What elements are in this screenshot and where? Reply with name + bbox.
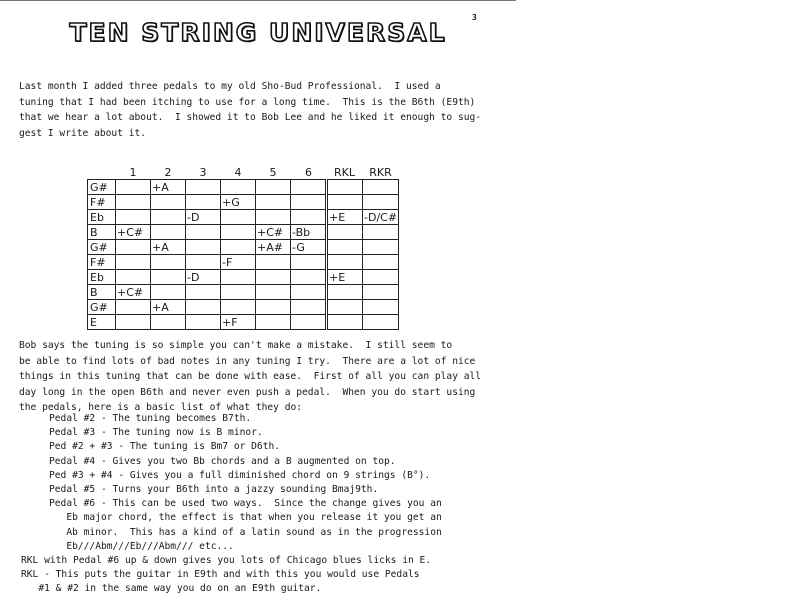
chart-cell: +E bbox=[327, 210, 363, 225]
chart-cell bbox=[186, 225, 221, 240]
chart-cell: -D bbox=[186, 210, 221, 225]
string-note: G# bbox=[88, 300, 116, 315]
chart-row bbox=[88, 315, 399, 330]
chart-cell bbox=[221, 270, 256, 285]
chart-cell bbox=[186, 180, 221, 195]
list-item: #1 & #2 in the same way you do on an E9th guitar. bbox=[21, 583, 322, 595]
chart-cell: -D bbox=[186, 270, 221, 285]
chart-cell bbox=[221, 225, 256, 240]
chart-row bbox=[88, 300, 399, 315]
chart-cell bbox=[221, 180, 256, 195]
list-item: Pedal #3 - The tuning now is B minor. bbox=[49, 427, 263, 439]
chart-cell bbox=[327, 180, 363, 195]
page-title: TEN STRING UNIVERSAL bbox=[69, 18, 447, 47]
chart-cell bbox=[221, 285, 256, 300]
chart-col-header: 4 bbox=[234, 165, 242, 179]
chart-cell bbox=[256, 285, 291, 300]
chart-cell: -F bbox=[221, 255, 256, 270]
chart-cell bbox=[116, 255, 151, 270]
chart-row bbox=[88, 285, 399, 300]
chart-cell: +G bbox=[221, 195, 256, 210]
string-note: G# bbox=[88, 240, 116, 255]
chart-cell bbox=[116, 315, 151, 330]
chart-cell bbox=[186, 300, 221, 315]
chart-cell bbox=[363, 300, 399, 315]
chart-cell: +A bbox=[151, 240, 186, 255]
chart-row bbox=[88, 210, 399, 225]
chart-cell: +C# bbox=[256, 225, 291, 240]
chart-body bbox=[88, 180, 399, 330]
chart-cell: +E bbox=[327, 270, 363, 285]
string-note: B bbox=[88, 285, 116, 300]
chart-cell bbox=[151, 315, 186, 330]
chart-cell bbox=[186, 285, 221, 300]
chart-cell bbox=[186, 315, 221, 330]
chart-cell bbox=[151, 210, 186, 225]
chart-cell bbox=[256, 300, 291, 315]
string-note: G# bbox=[88, 180, 116, 195]
chart-cell bbox=[291, 270, 327, 285]
chart-row bbox=[88, 270, 399, 285]
chart-cell bbox=[256, 195, 291, 210]
chart-row bbox=[88, 225, 399, 240]
chart-cell bbox=[116, 180, 151, 195]
chart-cell bbox=[116, 300, 151, 315]
chart-cell bbox=[327, 240, 363, 255]
chart-cell bbox=[256, 210, 291, 225]
chart-cell bbox=[291, 285, 327, 300]
list-item: RKL - This puts the guitar in E9th and with this you would use Pedals bbox=[21, 569, 420, 581]
list-item: Ped #2 + #3 - The tuning is Bm7 or D6th. bbox=[49, 441, 281, 453]
chart-cell bbox=[186, 240, 221, 255]
chart-cell bbox=[221, 300, 256, 315]
chart-cell bbox=[291, 300, 327, 315]
chart-col-header: RKR bbox=[369, 165, 392, 179]
chart-cell bbox=[327, 195, 363, 210]
chart-cell bbox=[291, 180, 327, 195]
chart-cell bbox=[186, 255, 221, 270]
chart-row bbox=[88, 195, 399, 210]
list-item: Ab minor. This has a kind of a latin sound as in the progression bbox=[49, 526, 442, 538]
list-item: Pedal #5 - Turns your B6th into a jazzy sounding Bmaj9th. bbox=[49, 483, 379, 495]
blank-area bbox=[516, 0, 800, 600]
chart-cell bbox=[116, 270, 151, 285]
chart-cell bbox=[116, 210, 151, 225]
chart-row bbox=[88, 240, 399, 255]
list-item: Pedal #2 - The tuning becomes B7th. bbox=[49, 413, 252, 424]
chart-cell bbox=[151, 225, 186, 240]
chart-cell bbox=[256, 270, 291, 285]
chart-cell: +C# bbox=[116, 285, 151, 300]
chart-cell bbox=[186, 195, 221, 210]
chart-cell bbox=[327, 225, 363, 240]
chart-cell: +A# bbox=[256, 240, 291, 255]
chart-cell bbox=[291, 315, 327, 330]
chart-cell: +A bbox=[151, 180, 186, 195]
chart-cell bbox=[256, 255, 291, 270]
chart-cell bbox=[151, 270, 186, 285]
list-item: RKL with Pedal #6 up & down gives you lots of Chicago blues licks in E. bbox=[21, 554, 432, 566]
list-item: Pedal #6 - This can be used two ways. Since the change gives you an bbox=[49, 498, 442, 510]
chart-cell: -Bb bbox=[291, 225, 327, 240]
page-top-rule bbox=[0, 0, 516, 1]
chart-col-header: 3 bbox=[199, 165, 207, 179]
string-note: E bbox=[88, 315, 116, 330]
chart-header-row bbox=[88, 165, 399, 180]
chart-col-header: RKL bbox=[334, 165, 355, 179]
list-item: Pedal #4 - Gives you two Bb chords and a B augmented on top. bbox=[49, 455, 396, 467]
chart-cell bbox=[363, 270, 399, 285]
chart-cell bbox=[327, 300, 363, 315]
intro-paragraph: Last month I added three pedals to my old Sho-Bud Professional. I used a tuning that I had been itching to use for a long time. This is the B6th (E9th) that we hear a lot about. I showed it to Bob Lee and he liked it enough to sug- gest I write about it. bbox=[19, 81, 482, 139]
string-note: B bbox=[88, 225, 116, 240]
chart-cell bbox=[116, 195, 151, 210]
chart-cell bbox=[221, 210, 256, 225]
list-item: Eb major chord, the effect is that when you release it you get an bbox=[49, 512, 442, 524]
list-item: Ped #3 + #4 - Gives you a full diminished chord on 9 strings (B°). bbox=[49, 469, 431, 481]
chart-cell bbox=[291, 255, 327, 270]
chart-cell bbox=[363, 315, 399, 330]
chart-cell bbox=[256, 315, 291, 330]
chart-cell bbox=[363, 195, 399, 210]
chart-cell bbox=[327, 255, 363, 270]
chart-cell bbox=[291, 210, 327, 225]
chart-row bbox=[88, 180, 399, 195]
string-note: Eb bbox=[88, 210, 116, 225]
chart-row bbox=[88, 255, 399, 270]
chart-cell: +A bbox=[151, 300, 186, 315]
chart-cell bbox=[116, 240, 151, 255]
string-note: F# bbox=[88, 195, 116, 210]
chart-col-header: 5 bbox=[269, 165, 277, 179]
chart-cell bbox=[363, 225, 399, 240]
chart-cell bbox=[151, 255, 186, 270]
chart-corner bbox=[88, 165, 116, 180]
chart-cell: -D/C# bbox=[364, 210, 398, 224]
chart-cell bbox=[327, 285, 363, 300]
chart-cell bbox=[291, 195, 327, 210]
page-number: 3 bbox=[472, 13, 477, 22]
chart-cell: -G bbox=[291, 240, 327, 255]
chart-cell bbox=[221, 240, 256, 255]
body-paragraph: Bob says the tuning is so simple you can't make a mistake. I still seem to be able to find lots of bad notes in any tuning I try. There are a lot of nice things in this tuning that can be done with ease. First of all you can play all day long in the open B6th and never even push a pedal. When you do start using the pedals, here is a basic list of what they do: bbox=[19, 340, 482, 414]
chart-col-header: 1 bbox=[129, 165, 137, 179]
string-note: Eb bbox=[88, 270, 116, 285]
chart-cell bbox=[363, 180, 399, 195]
list-item: Eb///Abm///Eb///Abm/// etc... bbox=[49, 540, 234, 552]
chart-cell bbox=[151, 285, 186, 300]
chart-cell bbox=[363, 240, 399, 255]
chart-col-header: 2 bbox=[164, 165, 172, 179]
pedal-list bbox=[21, 412, 442, 596]
chart-cell bbox=[363, 285, 399, 300]
chart-cell bbox=[327, 315, 363, 330]
chart-cell bbox=[151, 195, 186, 210]
string-note: F# bbox=[88, 255, 116, 270]
chart-cell bbox=[256, 180, 291, 195]
chart-cell: +C# bbox=[116, 225, 151, 240]
chart-cell: +F bbox=[221, 315, 256, 330]
chart-cell bbox=[363, 255, 399, 270]
tuning-chart bbox=[87, 165, 399, 330]
chart-col-header: 6 bbox=[305, 165, 312, 179]
